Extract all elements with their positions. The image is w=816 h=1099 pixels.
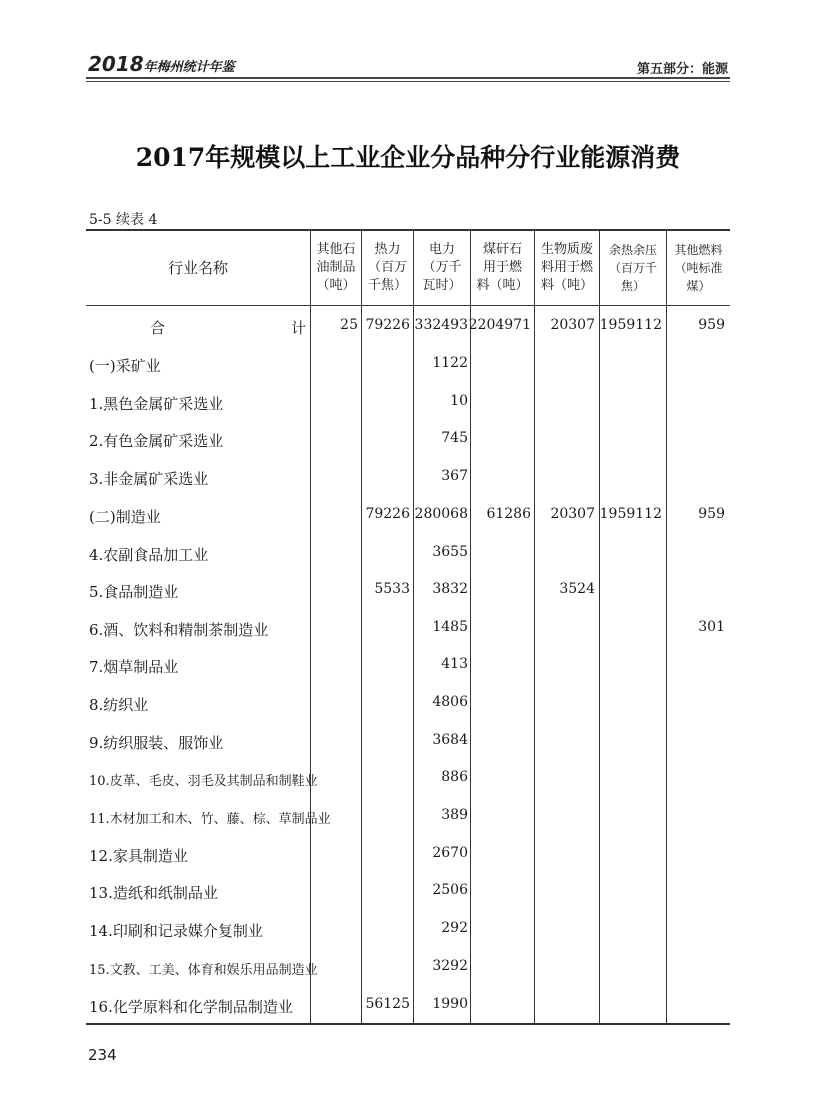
table-row [86,804,730,828]
header-text: （吨标准煤） [674,261,723,293]
table-row [86,691,730,715]
cell-value: 3524 [559,581,595,597]
header-rule [86,77,730,79]
row-industry-name: (二)制造业 [89,508,161,526]
cell-value: 1959112 [599,317,662,333]
header-text: 电力 [428,242,455,257]
row-industry-name: 7.烟草制品业 [89,658,179,676]
header-yearbook-title: 年梅州统计年鉴 [143,60,235,75]
row-industry-name: 6.酒、饮料和精制茶制造业 [89,621,269,639]
table-row [86,616,730,640]
header-text: 料（吨） [540,278,593,293]
cell-value: 3832 [432,581,468,597]
row-industry-name: 16.化学原料和化学制品制造业 [89,998,293,1016]
cell-value: 3292 [432,958,468,974]
cell-value: 79226 [365,317,410,333]
table-row [86,465,730,489]
table-header-rule [86,305,730,306]
table-row [86,766,730,790]
table-row [86,390,730,414]
header-text: 千焦） [367,278,407,293]
page-number: 234 [88,1046,117,1064]
cell-value: 292 [441,920,468,936]
cell-value: 56125 [365,996,410,1012]
header-text: 用于燃 [482,260,522,275]
header-text: （百万 [367,260,407,275]
row-industry-name: 9.纺织服装、服饰业 [89,734,224,752]
cell-value: 413 [441,656,468,672]
row-industry-name: 2.有色金属矿采选业 [89,432,224,450]
cell-value: 332493 [414,317,468,333]
cell-value: 389 [441,807,468,823]
table-row [86,352,730,376]
row-industry-name: 15.文教、工美、体育和娱乐用品制造业 [89,963,318,978]
row-industry-name: 13.造纸和纸制品业 [89,884,218,902]
page-title: 2017年规模以上工业企业分品种分行业能源消费 [135,143,681,172]
header-industry-label: 行业名称 [167,259,228,277]
cell-value: 3655 [432,544,468,560]
header-text: 油制品 [316,260,356,275]
header-text: 煤矸石 [482,242,522,257]
header-year: 2018 [88,52,144,76]
header-text: 其他石 [316,242,356,257]
cell-value: 367 [441,468,468,484]
cell-value: 959 [698,506,725,522]
cell-value: 20307 [550,317,595,333]
header-text: 热力 [374,242,401,257]
table-row [86,879,730,903]
table-bottom-rule [86,1023,730,1025]
row-industry-name: 11.木材加工和木、竹、藤、棕、草制品业 [89,812,331,827]
header-text: 余热余压 [608,243,657,257]
cell-value: 886 [441,769,468,785]
header-rule-thin [86,81,730,82]
total-label [150,317,306,338]
cell-value: 745 [441,430,468,446]
header-other-petroleum [311,231,361,305]
header-section: 第五部分：能源 [636,62,728,77]
row-industry-name: 14.印刷和记录媒介复制业 [89,922,263,940]
table-row [86,955,730,979]
cell-value: 61286 [486,506,531,522]
header-waste-heat [600,231,666,305]
row-industry-name: (一)采矿业 [89,357,161,375]
table-row [86,578,730,602]
header-other-fuel [667,231,730,305]
header-biomass [535,231,599,305]
cell-value: 2204971 [468,317,531,333]
table-row-total [86,314,730,338]
header-text: 生物质废 [540,242,593,257]
yearbook-header [88,52,235,76]
cell-value: 1485 [432,619,468,635]
cell-value: 301 [698,619,725,635]
header-industry [86,231,310,305]
table-row [86,993,730,1017]
table-row [86,653,730,677]
table-row [86,427,730,451]
cell-value: 4806 [432,694,468,710]
cell-value: 2506 [432,882,468,898]
total-label-char: 合 [150,319,166,337]
total-label-char: 计 [290,319,306,337]
cell-value: 959 [698,317,725,333]
table-row [86,917,730,941]
row-industry-name: 1.黑色金属矿采选业 [89,395,224,413]
row-industry-name: 4.农副食品加工业 [89,546,209,564]
row-industry-name: 8.纺织业 [89,696,149,714]
cell-value: 25 [340,317,358,333]
header-electricity [414,231,470,305]
table-row [86,541,730,565]
table-label: 5-5 续表 4 [89,212,158,228]
row-industry-name: 10.皮革、毛皮、羽毛及其制品和制鞋业 [89,774,318,789]
header-text: 料用于燃 [540,260,593,275]
header-text: 料（吨） [476,278,529,293]
header-text: （吨） [316,278,356,293]
header-heat [362,231,413,305]
table-row [86,503,730,527]
row-industry-name: 3.非金属矿采选业 [89,470,209,488]
cell-value: 2670 [432,845,468,861]
header-text: （百万千焦） [608,261,657,293]
header-text: 其他燃料 [674,243,723,257]
cell-value: 3684 [432,732,468,748]
cell-value: 5533 [374,581,410,597]
cell-value: 1959112 [599,506,662,522]
cell-value: 10 [450,393,468,409]
header-text: 瓦时） [422,278,462,293]
cell-value: 280068 [414,506,468,522]
row-industry-name: 12.家具制造业 [89,847,188,865]
cell-value: 79226 [365,506,410,522]
row-industry-name: 5.食品制造业 [89,583,179,601]
cell-value: 1990 [432,996,468,1012]
cell-value: 20307 [550,506,595,522]
header-coal-gangue [471,231,534,305]
table-row [86,842,730,866]
cell-value: 1122 [432,355,468,371]
table-row [86,729,730,753]
header-text: （万千 [422,260,462,275]
